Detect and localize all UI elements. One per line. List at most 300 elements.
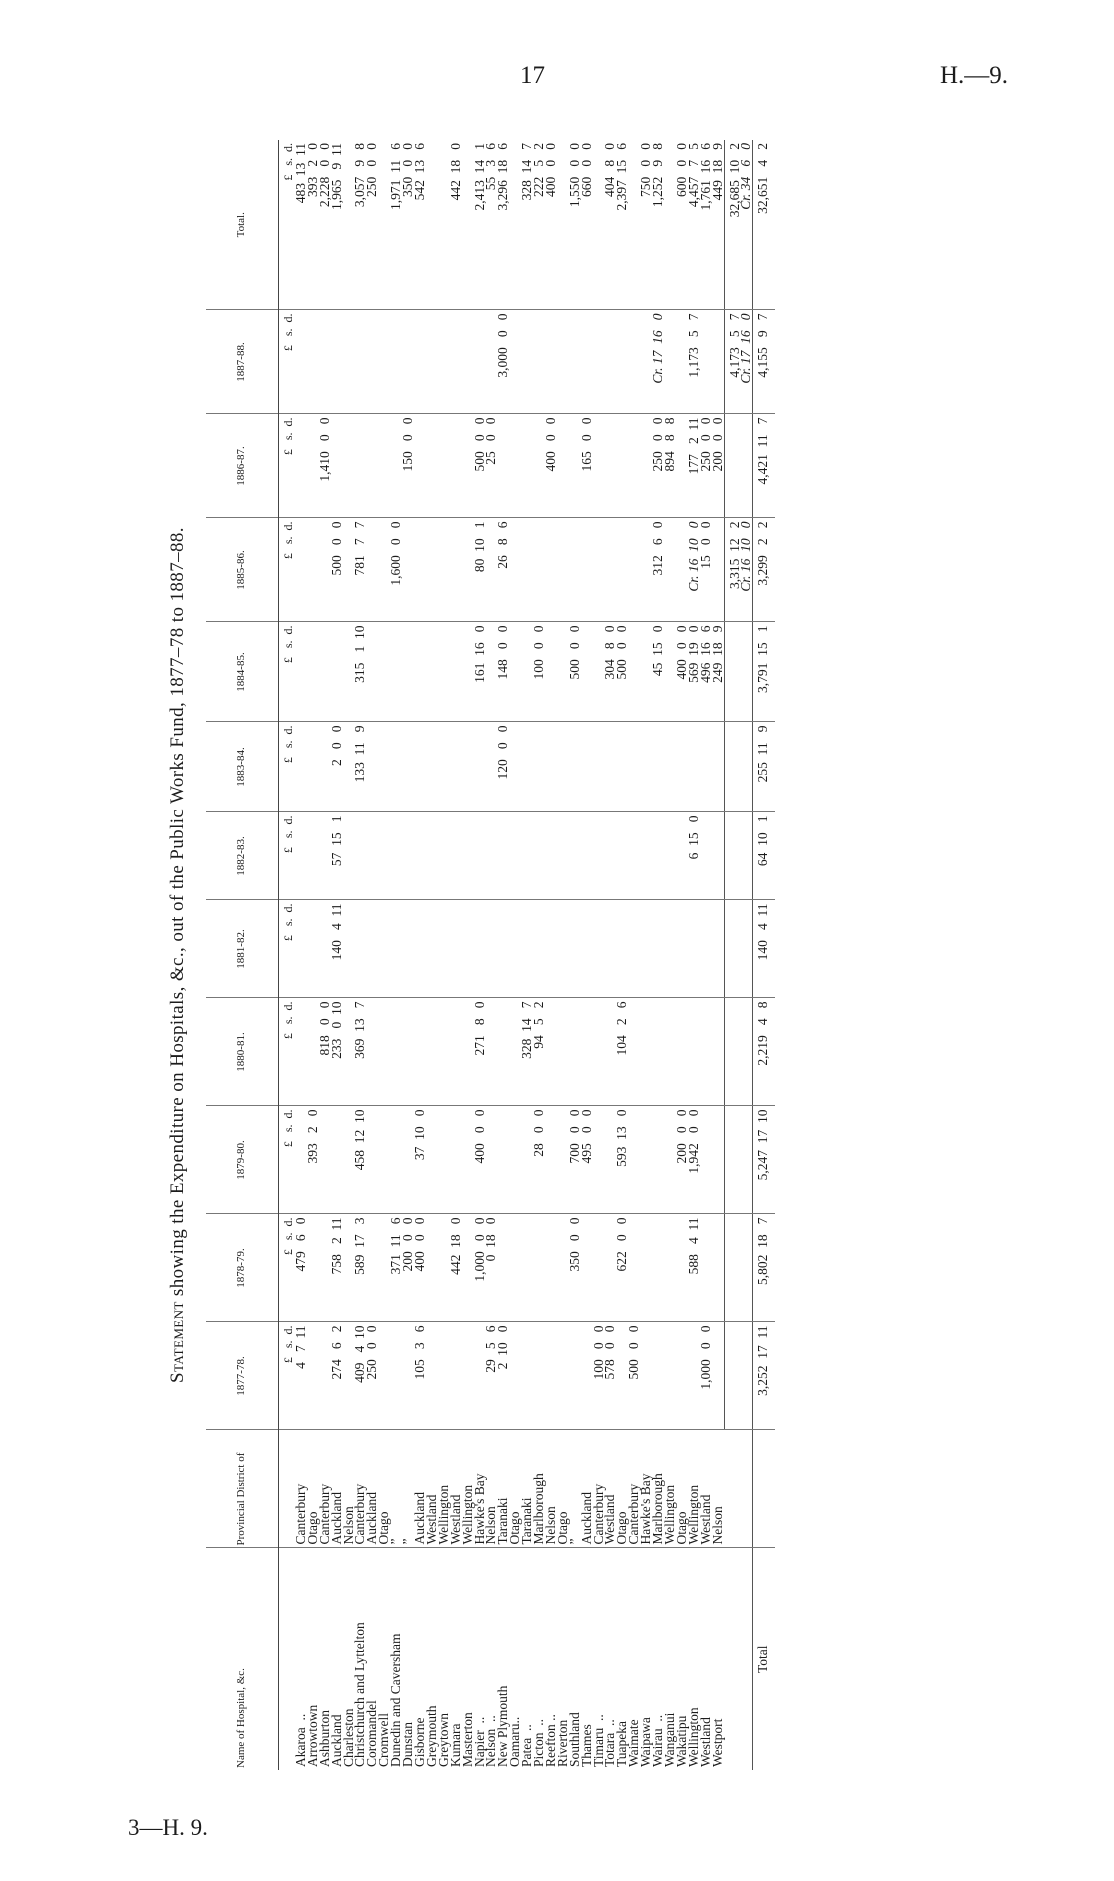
amount-cell (676, 998, 688, 1106)
hospital-name: Reefton .. (545, 1548, 557, 1770)
amount-cell (569, 310, 581, 414)
provincial-district: Canterbury (628, 1430, 640, 1548)
amount-cell (366, 414, 378, 518)
hospital-name: Dunedin and Caversham (390, 1548, 402, 1770)
amount-cell (700, 998, 712, 1106)
amount-cell (593, 1106, 605, 1214)
amount-cell (402, 622, 414, 722)
amount-cell: 3,000 0 0 (497, 310, 509, 414)
amount-cell (319, 310, 331, 414)
amount-cell (676, 1322, 688, 1430)
amount-cell (366, 518, 378, 622)
amount-cell: 1,761 16 6 (697, 143, 713, 211)
amount-cell (426, 812, 438, 900)
amount-cell (533, 518, 545, 622)
hospital-name: Picton .. (533, 1548, 545, 1770)
amount-cell: 1,971 11 6 (388, 143, 404, 210)
amount-cell (426, 998, 438, 1106)
blank-cell (724, 1548, 740, 1770)
units-cell: £ s. d. (279, 1322, 295, 1430)
provincial-district: Wellington (462, 1430, 474, 1548)
amount-cell: 409 4 10 (354, 1322, 366, 1430)
amount-cell: 400 0 0 (474, 1106, 486, 1214)
subtotal-cell (740, 998, 752, 1106)
amount-cell: 500 0 0 (331, 518, 343, 622)
hospital-name: Christchurch and Lyttelton (354, 1548, 366, 1770)
provincial-district: Canterbury (354, 1430, 366, 1548)
amount-cell (545, 518, 557, 622)
subtotal-cell (724, 812, 740, 900)
amount-cell (557, 1322, 569, 1430)
amount-cell: 233 0 10 (331, 998, 343, 1106)
amount-cell (509, 812, 521, 900)
subtotal-cell (724, 1322, 740, 1430)
amount-cell (426, 414, 438, 518)
header-year-9: 1886-87. (206, 414, 279, 518)
amount-cell (652, 1214, 664, 1322)
amount-cell (295, 812, 307, 900)
amount-cell (604, 518, 616, 622)
amount-cell (509, 1214, 521, 1322)
amount-cell (545, 722, 557, 812)
amount-cell (557, 518, 569, 622)
units-cell: £ s. d. (279, 900, 295, 998)
hospital-name: Kumara (450, 1548, 462, 1770)
amount-cell (509, 722, 521, 812)
table-row (390, 140, 402, 1770)
amount-cell: 6 15 0 (688, 812, 700, 900)
amount-cell (402, 722, 414, 812)
subtotal-cell (740, 900, 752, 998)
provincial-district: Wellington (438, 1430, 450, 1548)
amount-cell (485, 998, 497, 1106)
amount-cell (474, 722, 486, 812)
amount-cell (628, 900, 640, 998)
amount-cell (331, 414, 343, 518)
amount-cell (664, 310, 676, 414)
amount-cell (426, 1322, 438, 1430)
units-cell: £ s. d. (279, 812, 295, 900)
amount-cell: 45 15 0 (652, 622, 664, 722)
subtotal-cell (740, 812, 752, 900)
provincial-district: Nelson (343, 1430, 355, 1548)
amount-cell (593, 310, 605, 414)
amount-cell (700, 722, 712, 812)
amount-cell (485, 900, 497, 998)
expenditure-table (206, 140, 775, 1770)
amount-cell (581, 900, 593, 998)
provincial-district: Marlborough (652, 1430, 664, 1548)
provincial-district: ” (402, 1430, 414, 1548)
amount-cell: 371 11 6 (390, 1214, 402, 1322)
header-district: Provincial District of (206, 1430, 279, 1548)
amount-cell: 1,252 9 8 (650, 143, 666, 208)
amount-cell (366, 310, 378, 414)
amount-cell (593, 900, 605, 998)
amount-cell (557, 998, 569, 1106)
provincial-district: Westland (426, 1430, 438, 1548)
amount-cell: 400 0 0 (676, 622, 688, 722)
amount-cell: 1,965 9 11 (328, 143, 344, 210)
provincial-district: Auckland (581, 1430, 593, 1548)
amount-cell (581, 812, 593, 900)
amount-cell (295, 310, 307, 414)
amount-cell (414, 998, 426, 1106)
amount-cell (414, 900, 426, 998)
amount-cell (533, 722, 545, 812)
amount-cell (414, 414, 426, 518)
amount-cell: 1,550 0 0 (566, 143, 582, 208)
amount-cell (343, 414, 355, 518)
amount-cell (628, 722, 640, 812)
amount-cell (593, 518, 605, 622)
amount-cell (497, 1214, 509, 1322)
table-row (557, 140, 569, 1770)
amount-cell: 250 0 0 (700, 414, 712, 518)
amount-cell (450, 622, 462, 722)
amount-cell (414, 310, 426, 414)
amount-cell (581, 622, 593, 722)
amount-cell: 250 0 0 (366, 1322, 378, 1430)
units-cell: £ s. d. (279, 622, 295, 722)
amount-cell: 165 0 0 (581, 414, 593, 518)
amount-cell: 26 8 6 (497, 518, 509, 622)
header-year-8: 1885-86. (206, 518, 279, 622)
amount-cell: 578 0 0 (604, 1322, 616, 1430)
amount-cell (426, 140, 438, 310)
amount-cell (533, 1322, 545, 1430)
amount-cell (450, 900, 462, 998)
amount-cell: 1,000 0 0 (700, 1322, 712, 1430)
hospital-name: Greytown (438, 1548, 450, 1770)
amount-cell (581, 310, 593, 414)
amount-cell: 271 8 0 (474, 998, 486, 1106)
amount-cell (652, 812, 664, 900)
amount-cell: 750 0 0 (638, 143, 654, 197)
subtotal-cell: 3,315 12 2 (724, 518, 740, 622)
amount-cell (581, 518, 593, 622)
amount-cell: 200 0 0 (712, 414, 724, 518)
amount-cell: 400 0 0 (545, 414, 557, 518)
statement-title (150, 140, 206, 1770)
amount-cell (712, 998, 724, 1106)
amount-cell (414, 518, 426, 622)
amount-cell: 55 3 6 (483, 143, 499, 191)
amount-cell: 100 0 0 (593, 1322, 605, 1430)
amount-cell (616, 812, 628, 900)
amount-cell (485, 812, 497, 900)
amount-cell (295, 998, 307, 1106)
amount-cell (378, 998, 390, 1106)
provincial-district: Hawke's Bay (474, 1430, 486, 1548)
amount-cell (343, 900, 355, 998)
amount-cell: 3,057 9 8 (352, 143, 368, 208)
amount-cell: 1,173 5 7 (688, 310, 700, 414)
units-cell: £ s. d. (279, 1214, 295, 1322)
amount-cell (569, 900, 581, 998)
amount-cell (545, 1322, 557, 1430)
amount-cell (295, 622, 307, 722)
provincial-district: Nelson (485, 1430, 497, 1548)
amount-cell: 104 2 6 (616, 998, 628, 1106)
amount-cell: 622 0 0 (616, 1214, 628, 1322)
amount-cell: Cr. 17 16 0 (652, 310, 664, 414)
amount-cell (640, 998, 652, 1106)
amount-cell (426, 1214, 438, 1322)
amount-cell (533, 310, 545, 414)
amount-cell (545, 812, 557, 900)
amount-cell (426, 722, 438, 812)
amount-cell: 818 0 0 (319, 998, 331, 1106)
amount-cell: 29 5 6 (485, 1322, 497, 1430)
subtotal-row (740, 140, 752, 1770)
amount-cell: 2,228 0 0 (316, 143, 332, 208)
amount-cell: 15 0 0 (700, 518, 712, 622)
amount-cell (700, 812, 712, 900)
amount-cell (593, 414, 605, 518)
amount-cell: 3,296 18 6 (495, 143, 511, 211)
provincial-district: Auckland (331, 1430, 343, 1548)
amount-cell (569, 1322, 581, 1430)
header-year-0: 1877-78. (206, 1322, 279, 1430)
amount-cell: 161 16 0 (474, 622, 486, 722)
amount-cell: Cr. 16 10 0 (688, 518, 700, 622)
amount-cell (509, 900, 521, 998)
amount-cell (712, 722, 724, 812)
amount-cell (343, 310, 355, 414)
amount-cell: 250 0 0 (364, 143, 380, 197)
amount-cell (616, 518, 628, 622)
amount-cell (521, 812, 533, 900)
amount-cell (450, 518, 462, 622)
blank-cell (740, 1548, 752, 1770)
provincial-district: Otago (557, 1430, 569, 1548)
amount-cell (652, 1106, 664, 1214)
amount-cell (688, 722, 700, 812)
total-row (753, 140, 775, 1770)
amount-cell: 2 10 0 (497, 1322, 509, 1430)
subtotal-cell (740, 722, 752, 812)
units-cell: £ s. d. (279, 1106, 295, 1214)
amount-cell (521, 900, 533, 998)
amount-cell: 442 18 0 (447, 143, 463, 201)
amount-cell (462, 1322, 474, 1430)
amount-cell (712, 812, 724, 900)
amount-cell (390, 1106, 402, 1214)
amount-cell (438, 900, 450, 998)
hospital-name: Dunstan (402, 1548, 414, 1770)
header-year-6: 1883-84. (206, 722, 279, 812)
amount-cell: 304 8 0 (604, 622, 616, 722)
amount-cell: 660 0 0 (578, 143, 594, 197)
amount-cell (438, 1322, 450, 1430)
amount-cell: 274 6 2 (331, 1322, 343, 1430)
subtotal-cell (724, 998, 740, 1106)
amount-cell (521, 1322, 533, 1430)
hospital-name: Nelson .. (485, 1548, 497, 1770)
amount-cell: 479 6 0 (295, 1214, 307, 1322)
amount-cell (462, 722, 474, 812)
provincial-district: Nelson (545, 1430, 557, 1548)
amount-cell (402, 998, 414, 1106)
amount-cell (450, 1106, 462, 1214)
amount-cell (616, 310, 628, 414)
amount-cell (652, 998, 664, 1106)
subtotal-cell (740, 1322, 752, 1430)
amount-cell: 57 15 1 (331, 812, 343, 900)
amount-cell (402, 812, 414, 900)
amount-cell (331, 310, 343, 414)
amount-cell (450, 812, 462, 900)
header-year-2: 1879-80. (206, 1106, 279, 1214)
amount-cell (343, 812, 355, 900)
amount-cell (533, 812, 545, 900)
amount-cell (366, 998, 378, 1106)
subtotal-cell (724, 622, 740, 722)
amount-cell (450, 310, 462, 414)
amount-cell (331, 622, 343, 722)
amount-cell: 177 2 11 (688, 414, 700, 518)
amount-cell (700, 1106, 712, 1214)
amount-cell (557, 812, 569, 900)
amount-cell (450, 414, 462, 518)
amount-cell: 150 0 0 (402, 414, 414, 518)
amount-cell (378, 414, 390, 518)
subtotal-cell (724, 900, 740, 998)
amount-cell: 28 0 0 (533, 1106, 545, 1214)
subtotal-cell: Cr. 16 10 0 (740, 518, 752, 622)
amount-cell (628, 998, 640, 1106)
subtotal-cell (724, 1106, 740, 1214)
provincial-district: ” (569, 1430, 581, 1548)
amount-cell (307, 518, 319, 622)
provincial-district: Otago (616, 1430, 628, 1548)
amount-cell (366, 722, 378, 812)
hospital-name: Thames (581, 1548, 593, 1770)
amount-cell (509, 1106, 521, 1214)
amount-cell (593, 998, 605, 1106)
amount-cell (604, 310, 616, 414)
provincial-district: Taranaki (497, 1430, 509, 1548)
amount-cell (628, 1106, 640, 1214)
amount-cell (307, 1322, 319, 1430)
amount-cell (688, 998, 700, 1106)
provincial-district: Otago (307, 1430, 319, 1548)
amount-cell: 250 0 0 (652, 414, 664, 518)
amount-cell (331, 1106, 343, 1214)
amount-cell (319, 1106, 331, 1214)
hospital-name: Gisborne (414, 1548, 426, 1770)
provincial-district: Otago (509, 1430, 521, 1548)
amount-cell (414, 722, 426, 812)
amount-cell (497, 998, 509, 1106)
amount-cell (640, 722, 652, 812)
amount-cell: 449 18 9 (709, 143, 725, 201)
amount-cell (307, 310, 319, 414)
amount-cell (414, 622, 426, 722)
total-cell: 5,247 17 10 (753, 1106, 775, 1214)
amount-cell (426, 1106, 438, 1214)
amount-cell (712, 518, 724, 622)
amount-cell (581, 722, 593, 812)
amount-cell (664, 998, 676, 1106)
amount-cell (307, 722, 319, 812)
subtotal-cell (740, 1106, 752, 1214)
amount-cell: 350 0 0 (569, 1214, 581, 1322)
provincial-district: Nelson (712, 1430, 724, 1548)
amount-cell: 483 13 11 (292, 143, 308, 204)
amount-cell (628, 518, 640, 622)
units-cell: £ s. d. (279, 310, 295, 414)
provincial-district: Wellington (688, 1430, 700, 1548)
amount-cell (700, 900, 712, 998)
amount-cell (354, 900, 366, 998)
provincial-district: Westland (604, 1430, 616, 1548)
amount-cell (295, 722, 307, 812)
provincial-district: ” (390, 1430, 402, 1548)
amount-cell: 400 0 0 (414, 1214, 426, 1322)
subtotal-cell (740, 1214, 752, 1322)
amount-cell: 200 0 0 (402, 1214, 414, 1322)
amount-cell (604, 900, 616, 998)
hospital-name: Totara .. (604, 1548, 616, 1770)
amount-cell: 80 10 1 (474, 518, 486, 622)
amount-cell (354, 310, 366, 414)
total-cell: 255 11 9 (753, 722, 775, 812)
amount-cell (712, 1106, 724, 1214)
amount-cell (640, 812, 652, 900)
amount-cell (295, 414, 307, 518)
amount-cell (569, 722, 581, 812)
subtotal-cell (724, 1214, 740, 1322)
amount-cell: 894 8 8 (664, 414, 676, 518)
amount-cell: 393 2 0 (304, 143, 320, 197)
provincial-district: Taranaki (521, 1430, 533, 1548)
amount-cell: 2 0 0 (331, 722, 343, 812)
amount-cell (521, 310, 533, 414)
amount-cell: 140 4 11 (331, 900, 343, 998)
subtotal-cell: Cr. 17 16 0 (740, 310, 752, 414)
amount-cell (557, 900, 569, 998)
hospital-name: Napier .. (474, 1548, 486, 1770)
amount-cell (616, 414, 628, 518)
amount-cell (664, 722, 676, 812)
page-number: 17 (520, 62, 545, 89)
column-header-row (206, 140, 279, 1770)
header-name: Name of Hospital, &c. (206, 1548, 279, 1770)
units-cell: £ s. d. (279, 722, 295, 812)
subtotal-cell: Cr. 34 6 0 (738, 143, 754, 210)
hospital-name: Oamaru.. (509, 1548, 521, 1770)
amount-cell (557, 310, 569, 414)
rotated-statement (150, 140, 940, 1770)
amount-cell (366, 1214, 378, 1322)
amount-cell: 500 0 0 (616, 622, 628, 722)
amount-cell (390, 1322, 402, 1430)
amount-cell: 369 13 7 (354, 998, 366, 1106)
amount-cell (640, 900, 652, 998)
amount-cell (438, 310, 450, 414)
amount-cell (509, 310, 521, 414)
total-cell: 32,651 4 2 (753, 140, 775, 310)
amount-cell: 758 2 11 (331, 1214, 343, 1322)
amount-cell (474, 812, 486, 900)
hospital-name: Wanganui (664, 1548, 676, 1770)
provincial-district: Westland (450, 1430, 462, 1548)
amount-cell (712, 1322, 724, 1430)
amount-cell (378, 722, 390, 812)
amount-cell (593, 1214, 605, 1322)
